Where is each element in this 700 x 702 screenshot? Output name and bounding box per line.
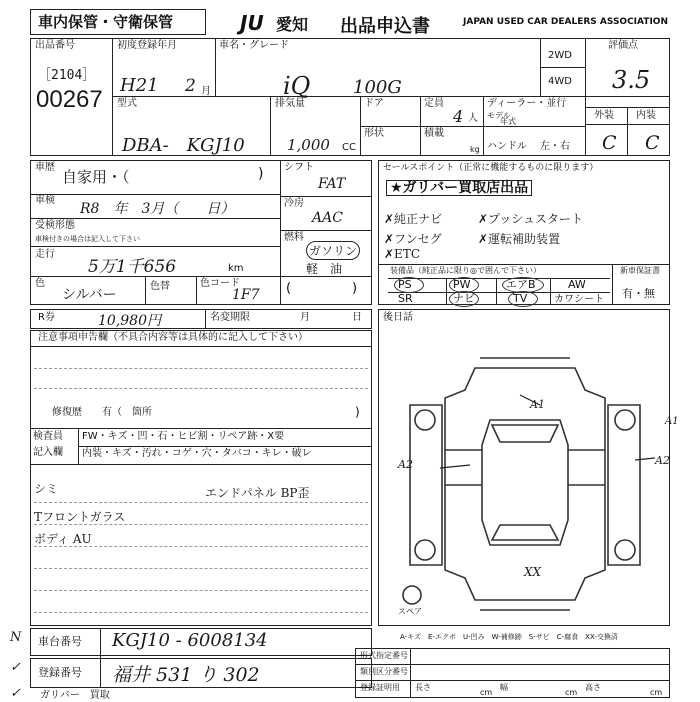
repair-close-paren: ): [355, 405, 360, 419]
era-year: H21: [120, 75, 159, 96]
equip-sr: SR: [398, 292, 413, 305]
model-year-label: モデル: [487, 111, 511, 120]
interior-label: 内装: [636, 110, 656, 121]
spare-label: スペア: [398, 607, 422, 616]
sales-points-label: セールスポイント（正常に機能するものに限ります）: [383, 163, 599, 173]
equip-pw: PW: [453, 278, 471, 291]
width-label: 幅: [500, 683, 508, 692]
r-ken-label: R券: [38, 312, 55, 323]
length-unit: cm: [480, 688, 493, 697]
load-label: 積載: [424, 128, 444, 139]
mark-a2-right: A2: [655, 454, 670, 467]
notes-title: 注意事項申告欄（不具合内容等は具体的に記入して下さい）: [38, 332, 308, 343]
repair-history: 修復歴 有（ 箇所: [52, 407, 152, 418]
dealer-label: ディーラー・並行: [487, 98, 567, 109]
shaken-label: 車検: [35, 195, 55, 206]
lot-number: 00267: [36, 86, 103, 113]
class-no-label: 類別区分番号: [360, 667, 408, 676]
exterior-grade: C: [602, 132, 617, 154]
color-value: シルバー: [62, 287, 117, 303]
fuel-alt: 軽 油: [306, 262, 343, 276]
score-label: 評価点: [608, 40, 638, 51]
first-reg-label: 初度登録年月: [117, 40, 177, 51]
check-v2: ✓: [10, 686, 21, 701]
notes-block: [30, 330, 372, 626]
grade: 100G: [353, 77, 402, 98]
name-change-label: 名変期限: [210, 312, 250, 323]
interior-grade: C: [645, 132, 660, 154]
car-damage-diagram: [380, 350, 670, 620]
equip-leather-seat: カワシート: [554, 294, 604, 305]
gulliver-banner: ★ガリバー買取店出品: [386, 180, 532, 196]
equip-ps: PS: [398, 278, 412, 291]
reg-month: 2: [185, 76, 196, 96]
association-name: JAPAN USED CAR DEALERS ASSOCIATION: [463, 17, 668, 27]
km-unit: km: [228, 263, 244, 274]
ju-logo: JU: [240, 11, 264, 35]
history-value: 自家用・（: [62, 168, 130, 186]
reg-month-unit: 月: [201, 86, 211, 97]
shift-label: シフト: [284, 162, 314, 173]
displacement-label: 排気量: [275, 98, 305, 109]
chassis-label: 車台番号: [38, 635, 82, 648]
receiver-label: 受検形態: [35, 220, 75, 231]
mark-a2-left: A2: [398, 458, 413, 471]
name-change-month: 月: [300, 312, 310, 323]
color-code-value: 1F7: [232, 287, 260, 303]
footer-partial: ガリバー 買取: [40, 690, 110, 701]
document-title: 出品申込書: [340, 16, 430, 37]
fuel-value: ガソリン: [306, 241, 360, 260]
mark-xx: XX: [524, 565, 542, 579]
inspector-label: 検査員: [33, 431, 63, 442]
fuel-paren-left: (: [286, 281, 292, 296]
mileage-label: 走行: [35, 249, 55, 260]
storage-label: 車内保管・守衛保管: [38, 13, 174, 31]
shift-value: FAT: [318, 176, 346, 192]
length-label: 長さ: [415, 683, 431, 692]
circle-mark-navi: [449, 291, 479, 307]
shape-label: 形状: [364, 128, 384, 139]
rear-label: 後日話: [383, 312, 413, 323]
check-n: N: [10, 630, 22, 645]
spec-no-label: 形式指定番号: [360, 651, 408, 660]
door-label: ドア: [364, 98, 384, 109]
receiver-note: 車検付きの場合は記入して下さい: [35, 235, 140, 243]
name-grade-label: 車名・グレード: [219, 40, 289, 51]
equip-navi: ナビ: [453, 292, 475, 305]
recycle-label: 新車保証書: [620, 266, 660, 275]
inspect-row-1: FW・キズ・凹・石・ヒビ割・リペア跡・X要: [82, 431, 285, 442]
cooler-value: AAC: [312, 210, 343, 226]
org-name: 愛知: [276, 15, 309, 34]
fuel-label: 燃料: [284, 232, 304, 243]
equip-aw: AW: [568, 278, 586, 291]
exterior-label: 外装: [594, 110, 614, 121]
model-label: 型式: [117, 98, 137, 109]
mileage-value: 5万1千656: [88, 257, 177, 277]
circle-mark-ps: [394, 277, 424, 293]
inspect-row-2: 内装・キズ・汚れ・コゲ・穴・タバコ・キレ・破レ: [82, 448, 312, 459]
capacity-unit: 人: [468, 113, 478, 124]
year-label: 年式: [500, 117, 516, 126]
drive-4wd: 4WD: [548, 76, 572, 87]
cert-label: 登録証明用: [360, 683, 400, 692]
score-value: 3.5: [612, 66, 651, 94]
handle-label: ハンドル: [487, 141, 527, 152]
recycle-options: 有・無: [622, 287, 655, 300]
height-label: 高さ: [585, 683, 601, 692]
color-change-label: 色替: [150, 281, 170, 292]
circle-mark-tv: [508, 291, 538, 307]
handle-options: 左・右: [540, 141, 570, 152]
note-1: シミ: [34, 482, 59, 496]
lot-no-label: 出品番号: [35, 40, 75, 51]
sales-point-4: ✗プッシュスタート: [478, 212, 583, 226]
name-change-day: 日: [352, 312, 362, 323]
capacity-label: 定員: [424, 98, 444, 109]
height-unit: cm: [650, 688, 663, 697]
car-name: iQ: [283, 72, 311, 100]
color-label: 色: [35, 278, 45, 289]
chassis-value: KGJ10 - 6008134: [112, 630, 268, 651]
shaken-value: R8 年 3月（ 日）: [80, 201, 235, 217]
sales-point-5: ✗運転補助装置: [478, 232, 561, 246]
sales-point-1: ✗純正ナビ: [384, 212, 443, 226]
cooler-label: 冷房: [284, 198, 304, 209]
check-v1: ✓: [10, 660, 21, 675]
mark-a1-right: A1: [665, 416, 679, 427]
r-ken-value: 10,980円: [98, 313, 161, 329]
entry-label: 記入欄: [33, 447, 63, 458]
displacement-value: 1,000: [287, 136, 330, 154]
fuel-paren-right: ): [352, 281, 358, 296]
equip-airbag: エアB: [506, 278, 536, 291]
drive-2wd: 2WD: [548, 50, 572, 61]
history-label: 車歴: [35, 162, 55, 173]
r-ken-row: [30, 309, 372, 329]
sales-point-3: ✗ETC: [384, 247, 420, 261]
reg-value: 福井 531 り 302: [112, 664, 260, 686]
equip-tv: TV: [513, 292, 528, 305]
lot-code: ［2104］: [38, 68, 96, 83]
note-1b: エンドパネル BP歪: [205, 486, 310, 500]
cc-unit: CC: [342, 142, 356, 153]
capacity-value: 4: [453, 107, 464, 126]
mark-a1-top: A1: [530, 398, 545, 411]
width-unit: cm: [565, 688, 578, 697]
reg-label: 登録番号: [38, 666, 82, 679]
sales-point-2: ✗フンセグ: [384, 232, 442, 246]
damage-legend: A-キズ E-エクボ U-凹み W-補修跡 S-サビ C-腐食 XX-交換済: [400, 633, 618, 641]
color-code-label: 色コード: [200, 278, 240, 289]
note-3: ボディ AU: [34, 532, 92, 546]
equipment-label: 装備品（純正品に限り◎で囲んで下さい）: [390, 266, 541, 275]
model-code: DBA- KGJ10: [122, 135, 245, 156]
kg-unit: kg: [470, 145, 480, 154]
note-2: Tフロントガラス: [34, 510, 126, 524]
history-close-paren: ): [258, 166, 264, 182]
